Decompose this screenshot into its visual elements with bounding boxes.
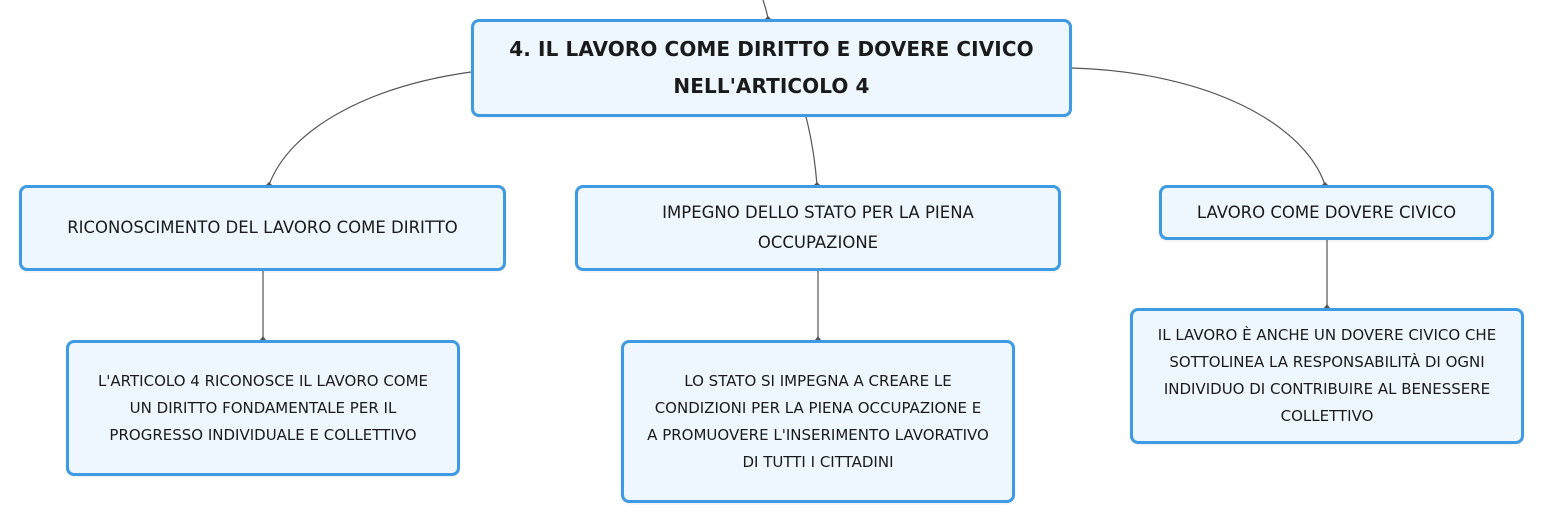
detail-text: L'ARTICOLO 4 RICONOSCE IL LAVORO COME UN DIRITTO FONDAMENTALE PER IL PROGRESSO INDIVIDUALE E COLLETTIVO bbox=[97, 371, 429, 444]
detail-node-impegno-stato[interactable] bbox=[621, 340, 1015, 503]
branch-node-dovere-civico[interactable] bbox=[1159, 185, 1494, 240]
branch-label: RICONOSCIMENTO DEL LAVORO COME DIRITTO bbox=[67, 218, 458, 237]
root-topic-node[interactable] bbox=[471, 19, 1072, 117]
connector-root-to-branch-3 bbox=[1072, 68, 1325, 185]
detail-node-dovere-civico[interactable] bbox=[1130, 308, 1524, 444]
branch-label: LAVORO COME DOVERE CIVICO bbox=[1196, 202, 1457, 222]
detail-node-riconoscimento[interactable] bbox=[66, 340, 460, 476]
detail-text: LO STATO SI IMPEGNA A CREARE LE CONDIZIONI PER LA PIENA OCCUPAZIONE E A PROMUOVERE L'INSERIMENTO LAVORATIVO DI TUTTI I CITTADINI bbox=[647, 371, 989, 471]
detail-text: IL LAVORO È ANCHE UN DOVERE CIVICO CHE SOTTOLINEA LA RESPONSABILITÀ DI OGNI INDIVIDUO DI CONTRIBUIRE AL BENESSERE COLLETTIVO bbox=[1157, 326, 1497, 425]
branch-label: IMPEGNO DELLO STATO PER LA PIENA OCCUPAZIONE bbox=[662, 203, 974, 252]
connector-root-to-branch-2 bbox=[806, 117, 817, 185]
branch-node-riconoscimento[interactable] bbox=[19, 185, 506, 271]
connector-parent-to-root bbox=[763, 0, 768, 19]
branch-node-impegno-stato[interactable] bbox=[575, 185, 1061, 271]
root-topic-label: 4. IL LAVORO COME DIRITTO E DOVERE CIVICO NELL'ARTICOLO 4 bbox=[509, 37, 1034, 98]
connector-root-to-branch-1 bbox=[269, 72, 471, 185]
